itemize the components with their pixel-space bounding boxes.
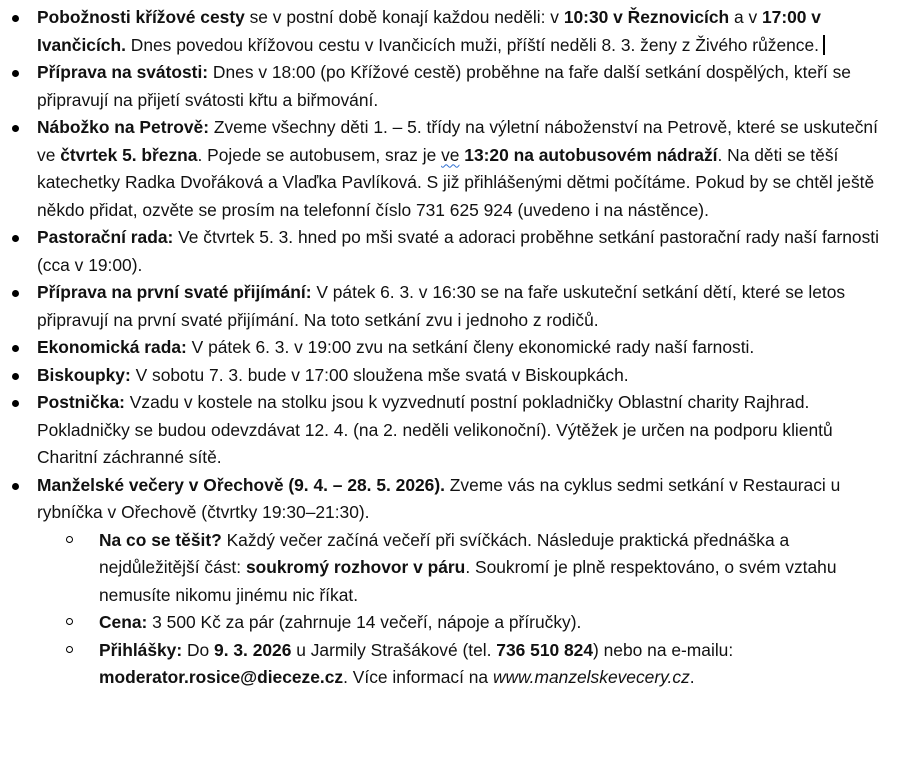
bold-text: 17:00 v Ivančicích.	[37, 7, 821, 55]
text-run: 3 500 Kč za pár (zahrnuje 14 večeří, nápoje a příručky).	[147, 612, 582, 632]
text-run: Každý večer začíná večeří při svíčkách. Následuje praktická přednáška a nejdůležitější část:	[99, 529, 790, 577]
text-run: . Více informací na	[343, 667, 493, 687]
bullet-icon	[12, 235, 19, 242]
announcement-item	[0, 4, 891, 59]
announcement-item	[0, 472, 891, 692]
bold-text: Cena:	[99, 612, 148, 632]
bold-text: soukromý rozhovor v páru	[245, 557, 466, 577]
bullet-icon	[12, 125, 19, 132]
text-run: . Pojede se autobusem, sraz je	[197, 144, 442, 165]
announcement-item	[0, 224, 891, 279]
sub-list	[37, 527, 891, 692]
text-cursor	[823, 35, 825, 55]
bold-text: Na co se těšit?	[99, 529, 222, 550]
bold-text: 736 510 824	[496, 639, 594, 660]
text-run: a v	[729, 7, 762, 27]
bold-text: 9. 3. 2026	[214, 639, 292, 660]
bold-text: Pastorační rada:	[37, 227, 174, 247]
announcement-item	[0, 389, 891, 472]
text-run: V pátek 6. 3. v 19:00 zvu na setkání členy ekonomické rady naší farnosti.	[186, 337, 755, 357]
bullet-icon	[12, 15, 19, 22]
bullet-icon	[12, 345, 19, 352]
bold-text: Pobožnosti křížové cesty	[37, 7, 245, 27]
text-run: ) nebo na e-mailu:	[593, 639, 734, 660]
bold-text: Postnička:	[37, 392, 125, 412]
bold-text: 13:20 na autobusovém nádraží	[464, 144, 718, 165]
bold-text: čtvrtek 5. března	[60, 144, 198, 165]
text-run: Dnes povedou křížovou cestu v Ivančicích muži, příští neděli 8. 3. ženy z Živého růžence.	[125, 34, 819, 55]
sub-item	[0, 609, 891, 637]
text-run: V pátek 6. 3. v 16:30 se na faře uskuteční setkání dětí, které se letos připravují na první svaté přijímání. Na toto setkání zvu i jednoho z rodičů.	[37, 282, 846, 330]
bold-text: Příprava na první svaté přijímání:	[37, 282, 312, 302]
circle-bullet-icon	[66, 536, 73, 543]
text-run: . Na děti se těší katechetky Radka Dvořáková a Vlaďka Pavlíková. S již přihlášenými dětmi počítáme. Pokud by se chtěl ještě někdo přidat, ozvěte se prosím na telefonní číslo 731 625 924 (uvedeno i na nástěnce).	[37, 144, 875, 220]
text-run: Zveme všechny děti 1. – 5. třídy na výletní náboženství na Petrově, které se uskuteční ve	[37, 117, 878, 165]
bullet-icon	[12, 70, 19, 77]
announcements-list	[0, 4, 891, 692]
circle-bullet-icon	[66, 646, 73, 653]
text-run: u Jarmily Strašákové (tel.	[291, 639, 497, 660]
announcement-item	[0, 114, 891, 224]
announcement-item	[0, 59, 891, 114]
text-run: Vzadu v kostele na stolku jsou k vyzvednutí postní pokladničky Oblastní charity Rajhrad. Pokladničky se budou odevzdávat 12. 4. (na 2. neděli velikonoční). Výtěžek je určen na podporu klientů Charitní záchranné sítě.	[37, 392, 833, 467]
bold-text: Přihlášky:	[99, 639, 183, 660]
text-run: Dnes v 18:00 (po Křížové cestě) proběhne na faře další setkání dospělých, kteří se připravují na přijetí svátosti křtu a biřmování.	[37, 62, 851, 110]
bold-text: 10:30 v Řeznovicích	[563, 7, 730, 27]
text-run: Ve čtvrtek 5. 3. hned po mši svaté a adoraci proběhne setkání pastorační rady naší farnosti (cca v 19:00).	[37, 227, 879, 275]
bold-text: Manželské večery v Ořechově (9. 4. – 28. 5. 2026).	[37, 474, 445, 495]
text-run: ve	[441, 144, 460, 165]
circle-bullet-icon	[66, 618, 73, 625]
bold-text: Ekonomická rada:	[37, 337, 187, 357]
announcement-item	[0, 362, 891, 390]
bold-text: Nábožko na Petrově:	[37, 117, 210, 137]
announcement-item	[0, 279, 891, 334]
bullet-icon	[12, 290, 19, 297]
sub-item	[0, 637, 891, 692]
text-run: V sobotu 7. 3. bude v 17:00 sloužena mše svatá v Biskoupkách.	[130, 364, 629, 385]
bullet-icon	[12, 483, 19, 490]
bold-text: Biskoupky:	[37, 364, 131, 385]
text-run: .	[689, 667, 695, 687]
text-run: se v postní době konají každou neděli: v	[244, 7, 564, 27]
text-run: . Soukromí je plně respektováno, o svém vztahu nemusíte nikomu jinému nic říkat.	[99, 557, 837, 605]
bold-text: Příprava na svátosti:	[37, 62, 209, 82]
bullet-icon	[12, 400, 19, 407]
bold-text: moderator.rosice@dieceze.cz	[99, 667, 344, 687]
sub-item	[0, 527, 891, 610]
text-run: Do	[182, 639, 215, 660]
text-run: Zveme vás na cyklus sedmi setkání v Restauraci u rybníčka v Ořechově (čtvrtky 19:30–21:30).	[37, 474, 841, 522]
bullet-icon	[12, 373, 19, 380]
italic-text: www.manzelskevecery.cz	[492, 667, 690, 687]
announcement-item	[0, 334, 891, 362]
